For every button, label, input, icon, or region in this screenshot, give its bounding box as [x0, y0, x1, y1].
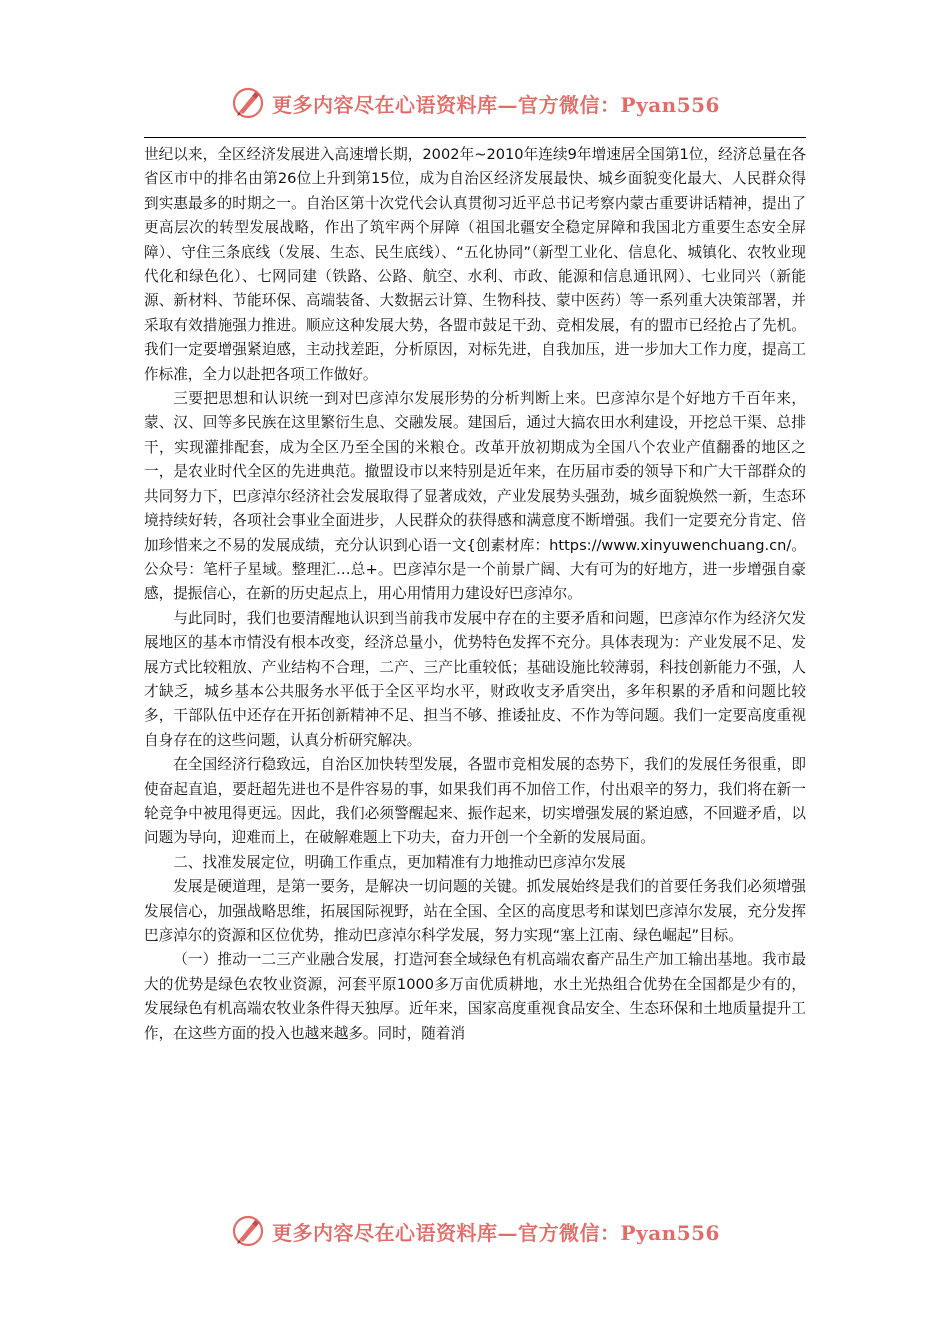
document-body: [144, 143, 806, 1046]
footer-watermark-text: 更多内容尽在心语资料库—官方微信：Pyan556: [272, 1220, 720, 1245]
paragraph: 发展是硬道理，是第一要务，是解决一切问题的关键。抓发展始终是我们的首要任务我们必须增强发展信心，加强战略思维，拓展国际视野，站在全国、全区的高度思考和谋划巴彦淖尔发展，充分发挥巴彦淖尔的资源和区位优势，推动巴彦淖尔科学发展，努力实现“塞上江南、绿色崛起”目标。: [144, 878, 806, 944]
pen-circle-icon: [230, 1213, 266, 1249]
section-heading: 二、找准发展定位，明确工作重点，更加精准有力地推动巴彦淖尔发展: [173, 853, 626, 871]
pen-circle-icon: [230, 85, 266, 121]
header-watermark: [0, 83, 950, 123]
header-watermark-text: 更多内容尽在心语资料库—官方微信：Pyan556: [272, 92, 720, 117]
paragraph: 在全国经济行稳致远，自治区加快转型发展，各盟市竞相发展的态势下，我们的发展任务很重，即使奋起直追，要赶超先进也不是件容易的事，如果我们再不加倍工作，付出艰辛的努力，我们将在新一轮竞争中被甩得更远。因此，我们必须警醒起来、振作起来，切实增强发展的紧迫感，不回避矛盾，以问题为导向，迎难而上，在破解难题上下功夫，奋力开创一个全新的发展局面。: [144, 756, 806, 847]
footer-watermark: [0, 1211, 950, 1251]
paragraph: 与此同时，我们也要清醒地认识到当前我市发展中存在的主要矛盾和问题，巴彦淖尔作为经济欠发展地区的基本市情没有根本改变，经济总量小，优势特色发挥不充分。具体表现为：产业发展不足、发展方式比较粗放、产业结构不合理，二产、三产比重较低；基础设施比较薄弱，科技创新能力不强，人才缺乏，城乡基本公共服务水平低于全区平均水平，财政收支矛盾突出，多年积累的矛盾和问题比较多，干部队伍中还存在开拓创新精神不足、担当不够、推诿扯皮、不作为等问题。我们一定要高度重视自身存在的这些问题，认真分析研究解决。: [144, 609, 806, 749]
paragraph: 世纪以来，全区经济发展进入高速增长期，2002年~2010年连续9年增速居全国第1位，经济总量在各省区市中的排名由第26位上升到第15位，成为自治区经济发展最快、城乡面貌变化最大、人民群众得到实惠最多的时期之一。自治区第十次党代会认真贯彻习近平总书记考察内蒙古重要讲话精神，提出了更高层次的转型发展战略，作出了筑牢两个屏障（祖国北疆安全稳定屏障和我国北方重要生态安全屏障）、守住三条底线（发展、生态、民生底线）、“五化协同”（新型工业化、信息化、城镇化、农牧业现代化和绿色化）、七网同建（铁路、公路、航空、水利、市政、能源和信息通讯网）、七业同兴（新能源、新材料、节能环保、高端装备、大数据云计算、生物科技、蒙中医药）等一系列重大决策部署，并采取有效措施强力推进。顺应这种发展大势，各盟市鼓足干劲、竞相发展，有的盟市已经抢占了先机。我们一定要增强紧迫感，主动找差距，分析原因，对标先进，自我加压，进一步加大工作力度，提高工作标准，全力以赴把各项工作做好。: [144, 146, 806, 383]
header-divider: [144, 137, 806, 138]
paragraph: （一）推动一二三产业融合发展，打造河套全域绿色有机高端农畜产品生产加工输出基地。我市最大的优势是绿色农牧业资源，河套平原1000多万亩优质耕地，水土光热组合优势在全国都是少有的，发展绿色有机高端农牧业条件得天独厚。近年来，国家高度重视食品安全、生态环保和土地质量提升工作，在这些方面的投入也越来越多。同时，随着消: [144, 951, 806, 1042]
paragraph: 三要把思想和认识统一到对巴彦淖尔发展形势的分析判断上来。巴彦淖尔是个好地方千百年来，蒙、汉、回等多民族在这里繁衍生息、交融发展。建国后，通过大搞农田水利建设，开挖总干渠、总排干，实现灌排配套，成为全区乃至全国的米粮仓。改革开放初期成为全国八个农业产值翻番的地区之一，是农业时代全区的先进典范。撤盟设市以来特别是近年来，在历届市委的领导下和广大干部群众的共同努力下，巴彦淖尔经济社会发展取得了显著成效，产业发展势头强劲，城乡面貌焕然一新，生态环境持续好转，各项社会事业全面进步，人民群众的获得感和满意度不断增强。我们一定要充分肯定、倍加珍惜来之不易的发展成绩，充分认识到心语一文{创素材库：https://www.xinyuwenchuang.cn/。公众号：笔杆子星域。整理汇…总+。巴彦淖尔是一个前景广阔、大有可为的好地方，进一步增强自豪感，提振信心，在新的历史起点上，用心用情用力建设好巴彦淖尔。: [144, 390, 806, 603]
